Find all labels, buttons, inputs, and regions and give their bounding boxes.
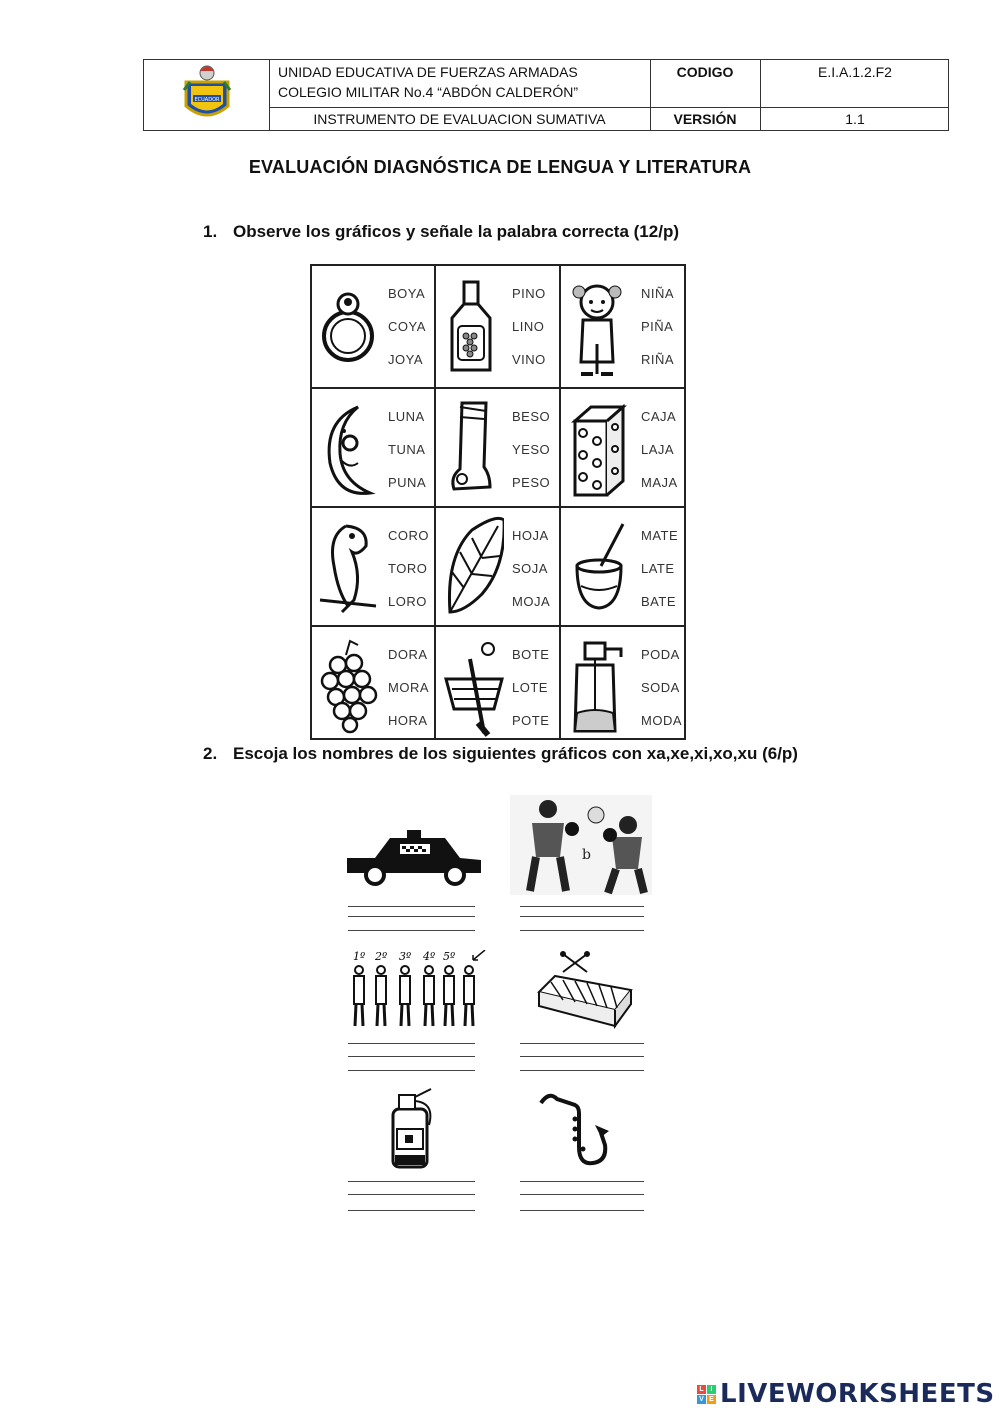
word-option[interactable]: JOYA [388, 352, 423, 367]
brand-icon [697, 1385, 716, 1404]
boat-icon [442, 635, 504, 739]
answer-line[interactable] [348, 1056, 475, 1057]
word-option[interactable]: LINO [512, 319, 545, 334]
word-option[interactable]: MORA [388, 680, 429, 695]
grid-cell [436, 627, 559, 738]
blackberry-icon [318, 635, 380, 739]
word-option[interactable]: VINO [512, 352, 546, 367]
answer-line[interactable] [348, 906, 475, 907]
answer-line[interactable] [520, 906, 644, 907]
grid-cell [312, 266, 434, 387]
word-option[interactable]: BESO [512, 409, 551, 424]
boxers-picture [510, 795, 652, 895]
brand-letter-tile: V [697, 1395, 706, 1404]
answer-line[interactable] [520, 1194, 644, 1195]
answer-line[interactable] [348, 1194, 475, 1195]
brand-letter-tile: L [697, 1385, 706, 1394]
leaf-icon [442, 516, 504, 620]
page-title: EVALUACIÓN DIAGNÓSTICA DE LENGUA Y LITERATURA [248, 157, 752, 177]
word-option[interactable]: MOJA [512, 594, 551, 609]
word-option[interactable]: MODA [641, 713, 682, 728]
answer-line[interactable] [348, 916, 475, 917]
box-icon [567, 397, 629, 501]
version-label: VERSIÓN [673, 111, 737, 127]
school-logo [180, 62, 234, 128]
question-2: 2. Escoja los nombres de los siguientes gráficos con xa,xe,xi,xo,xu (6/p) [203, 744, 798, 763]
ring-icon [318, 274, 380, 378]
answer-line[interactable] [520, 1181, 644, 1182]
version-value: 1.1 [845, 111, 865, 127]
soda-siphon-icon [567, 635, 629, 739]
word-option[interactable]: RIÑA [641, 352, 675, 367]
grid-cell [436, 266, 559, 387]
brand-name: LIVEWORKSHEETS [720, 1379, 995, 1409]
people-in-line-picture [345, 950, 490, 1032]
answer-line[interactable] [520, 1070, 644, 1071]
word-option[interactable]: LORO [388, 594, 427, 609]
word-option[interactable]: PINO [512, 286, 546, 301]
word-option[interactable]: SODA [641, 680, 680, 695]
word-option[interactable]: PIÑA [641, 319, 674, 334]
word-option[interactable]: MAJA [641, 475, 678, 490]
xylophone-picture [535, 950, 635, 1032]
code-value: E.I.A.1.2.F2 [818, 64, 892, 80]
answer-line[interactable] [520, 1210, 644, 1211]
word-choice-grid [310, 264, 686, 740]
answer-line[interactable] [520, 1056, 644, 1057]
word-option[interactable]: TORO [388, 561, 428, 576]
taxi-picture [345, 818, 485, 888]
parrot-icon [318, 516, 380, 620]
header-table [143, 59, 949, 131]
answer-line[interactable] [520, 916, 644, 917]
instrument-label: INSTRUMENTO DE EVALUACION SUMATIVA [313, 111, 606, 127]
grid-cell [561, 627, 686, 738]
word-option[interactable]: LAJA [641, 442, 675, 457]
grid-cell [561, 508, 686, 625]
grid-cell [436, 508, 559, 625]
answer-line[interactable] [520, 930, 644, 931]
grid-cell [312, 389, 434, 506]
answer-line[interactable] [348, 930, 475, 931]
word-option[interactable]: BOTE [512, 647, 550, 662]
grid-cell [312, 627, 434, 738]
grid-cell [312, 508, 434, 625]
leg-cast-icon [442, 397, 504, 501]
grid-cell [436, 389, 559, 506]
brand-letter-tile: I [707, 1385, 716, 1394]
ordinal-label: 4º [423, 950, 436, 963]
word-option[interactable]: NIÑA [641, 286, 675, 301]
answer-line[interactable] [348, 1210, 475, 1211]
question-1: 1. Observe los gráficos y señale la palabra correcta (12/p) [203, 222, 679, 241]
school-name-line1: UNIDAD EDUCATIVA DE FUERZAS ARMADAS [278, 64, 578, 80]
word-option[interactable]: HOJA [512, 528, 549, 543]
word-option[interactable]: CORO [388, 528, 429, 543]
word-option[interactable]: BOYA [388, 286, 426, 301]
word-option[interactable]: COYA [388, 319, 426, 334]
fire-extinguisher-picture [385, 1085, 440, 1171]
word-option[interactable]: LATE [641, 561, 675, 576]
moon-icon [318, 397, 380, 501]
word-option[interactable]: MATE [641, 528, 679, 543]
ordinal-label: 5º [443, 950, 456, 963]
wine-bottle-icon [442, 274, 504, 378]
word-option[interactable]: HORA [388, 713, 428, 728]
mate-cup-icon [567, 516, 629, 620]
liveworksheets-logo [697, 1380, 995, 1408]
word-option[interactable]: TUNA [388, 442, 426, 457]
grid-cell [561, 266, 686, 387]
saxophone-picture [535, 1085, 615, 1171]
answer-line[interactable] [348, 1043, 475, 1044]
girl-icon [567, 274, 629, 378]
answer-line[interactable] [520, 1043, 644, 1044]
word-option[interactable]: LUNA [388, 409, 425, 424]
code-label: CODIGO [676, 64, 734, 80]
answer-line[interactable] [348, 1181, 475, 1182]
word-option[interactable]: POTE [512, 713, 550, 728]
grid-cell [561, 389, 686, 506]
word-option[interactable]: PUNA [388, 475, 427, 490]
school-name-line2: COLEGIO MILITAR No.4 “ABDÓN CALDERÓN” [278, 84, 579, 100]
word-option[interactable]: DORA [388, 647, 428, 662]
ordinal-label: 1º [353, 950, 366, 963]
word-option[interactable]: BATE [641, 594, 676, 609]
ordinal-label: 2º [375, 950, 388, 963]
svg-text:b: b [582, 847, 591, 863]
word-option[interactable]: PESO [512, 475, 551, 490]
brand-letter-tile: E [707, 1395, 716, 1404]
word-option[interactable]: PODA [641, 647, 680, 662]
ordinal-label: 3º [399, 950, 412, 963]
answer-line[interactable] [348, 1070, 475, 1071]
word-option[interactable]: YESO [512, 442, 551, 457]
word-option[interactable]: SOJA [512, 561, 548, 576]
word-option[interactable]: LOTE [512, 680, 548, 695]
svg-text:ECUADOR: ECUADOR [194, 97, 220, 103]
word-option[interactable]: CAJA [641, 409, 677, 424]
